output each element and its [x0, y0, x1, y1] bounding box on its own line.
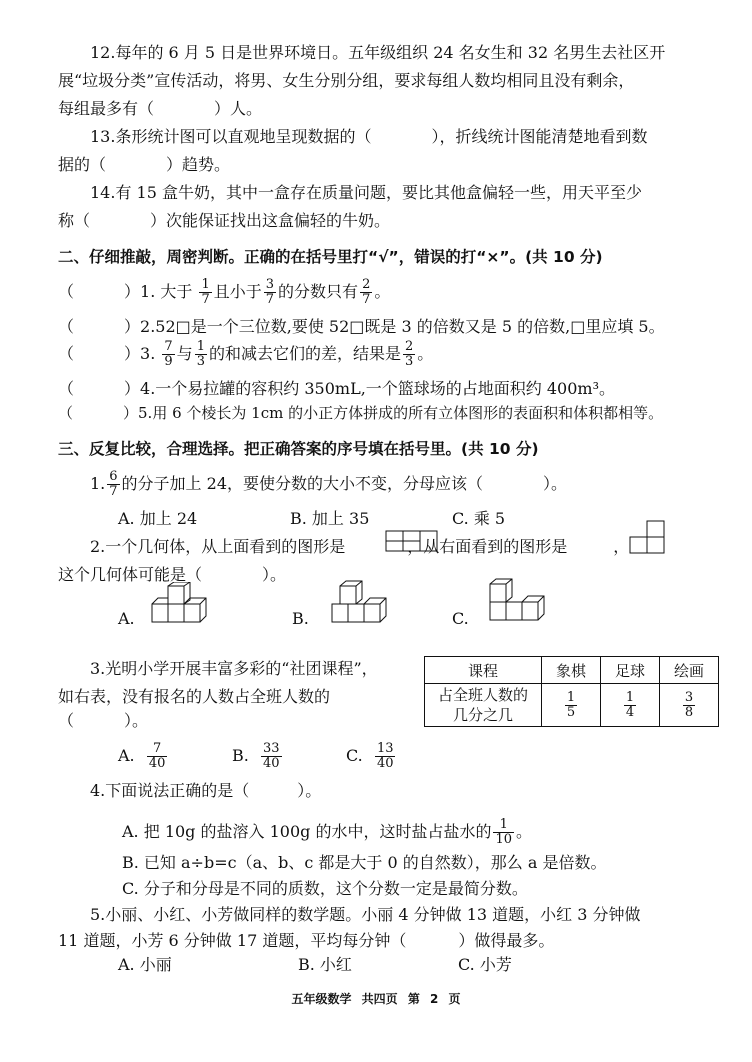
q2-b: ，从右面看到的图形是: [407, 537, 568, 556]
q1-tail: ）。: [543, 474, 568, 493]
q1-option-b[interactable]: B. 加上 35: [290, 509, 370, 528]
q14-line2b: ）次能保证找出这盒偏轻的牛奶。: [150, 211, 391, 230]
judge-prefix: ）3.: [124, 344, 156, 363]
table-header-cell: 象棋: [542, 657, 601, 684]
q1-stem: 的分子加上 24，要使分数的大小不变，分母应该（: [121, 474, 483, 493]
q3-line3b: ）。: [124, 711, 149, 730]
choice-q1: [90, 470, 567, 499]
judge-text: ）2.52□是一个三位数,要使 52□既是 3 的倍数又是 5 的倍数,□里应填 5。: [124, 317, 665, 336]
q3-line3: [58, 710, 148, 732]
fraction: $\frac{2}{7}$: [362, 277, 371, 307]
judge-mid2: 的分数只有: [278, 282, 359, 301]
open-paren: （: [58, 317, 75, 336]
q1-num: 1.: [90, 474, 106, 493]
q5-line2: 11 道题，小芳 6 分钟做 17 道题，平均每分钟（ ）做得最多。: [58, 931, 555, 950]
q4-option-a[interactable]: A. 把 10g 的盐溶入 100g 的水中，这时盐占盐水的 $\frac{1}{10}$ 。: [122, 817, 533, 847]
judge-item-3: [58, 340, 433, 369]
q2-option-c[interactable]: C.: [452, 609, 469, 628]
table-row: [425, 657, 719, 684]
table-header-cell: 课程: [425, 657, 542, 684]
table-cell: $\frac{3}{8}$: [660, 684, 719, 727]
club-table: [424, 656, 719, 727]
q13-line2a: 据的（: [58, 155, 107, 174]
q2-option-a[interactable]: A.: [118, 609, 135, 628]
choice-q2-line1: [90, 536, 629, 558]
fraction: $\frac{1}{3}$: [196, 339, 205, 369]
judge-tail: 。: [417, 344, 434, 363]
q13-line1b: ），折线统计图能清楚地看到数: [431, 127, 648, 146]
judge-tail: 。: [374, 282, 391, 301]
judge-prefix: ）1. 大于: [124, 282, 193, 301]
q14-line1: 14.有 15 盒牛奶，其中一盒存在质量问题，要比其他盒偏轻一些，用天平至少: [90, 183, 642, 202]
judge-item-2: [58, 316, 665, 338]
open-paren: （: [58, 404, 74, 422]
q2-c: ，: [613, 537, 630, 556]
table-header-cell: 足球: [601, 657, 660, 684]
top-view-figure: [385, 530, 439, 552]
table-cell: $\frac{1}{5}$: [542, 684, 601, 727]
q2-option-b[interactable]: B.: [292, 609, 309, 628]
q3-option-c[interactable]: C. $\frac{13}{40}$: [346, 741, 394, 771]
judge-item-5: [58, 402, 663, 424]
page-footer: 五年级数学 共四页 第 2 页: [291, 992, 461, 1006]
fraction: $\frac{3}{7}$: [265, 277, 275, 307]
table-row: [425, 684, 719, 727]
q5-line1: 5.小丽、小红、小芳做同样的数学题。小丽 4 分钟做 13 道题，小红 3 分钟做: [90, 905, 641, 924]
fraction: $\frac{2}{3}$: [404, 339, 414, 369]
judge-mid: 与: [176, 344, 193, 363]
q14-line2a: 称（: [58, 211, 91, 230]
q13-line2b: ）趋势。: [166, 155, 231, 174]
q4-option-c[interactable]: C. 分子和分母是不同的质数，这个分数一定是最简分数。: [122, 879, 528, 898]
option-c-cubes-figure: [488, 578, 548, 624]
option-a-cubes-figure: [150, 582, 216, 626]
fraction: $\frac{7}{9}$: [164, 339, 173, 369]
judge-mid2: 的和减去它们的差，结果是: [208, 344, 401, 363]
q13-line1a: 13.条形统计图可以直观地呈现数据的（: [90, 127, 372, 146]
table-header-cell: 绘画: [660, 657, 719, 684]
table-row-label: 占全班人数的 几分之几: [425, 684, 542, 727]
q3-option-a[interactable]: A. $\frac{7}{40}$: [118, 741, 166, 771]
q12-line3a: 每组最多有（: [58, 99, 155, 118]
fraction: $\frac{6}{7}$: [109, 469, 118, 499]
open-paren: （: [58, 379, 75, 398]
q3-line1: 3.光明小学开展丰富多彩的“社团课程”，: [90, 659, 378, 678]
judge-item-4: [58, 378, 615, 400]
option-b-cubes-figure: [330, 580, 396, 626]
q13-line2: [58, 154, 230, 176]
q4-option-b[interactable]: B. 已知 a÷b=c（a、b、c 都是大于 0 的自然数），那么 a 是倍数。: [122, 853, 607, 872]
q12-line3b: ）人。: [214, 99, 263, 118]
q14-line2: [58, 210, 390, 232]
q12-line3: [58, 98, 262, 120]
table-cell: $\frac{1}{4}$: [601, 684, 660, 727]
q2-line2a: 这个几何体可能是（: [58, 565, 203, 584]
q12-line2: 展“垃圾分类”宣传活动，将男、女生分别分组，要求每组人数均相同且没有剩余，: [58, 71, 635, 90]
q1-option-c[interactable]: C. 乘 5: [452, 509, 506, 528]
section2-title: 二、仔细推敲，周密判断。正确的在括号里打“√”，错误的打“×”。(共 10 分): [58, 248, 603, 266]
q4-stem: 4.下面说法正确的是（ ）。: [90, 781, 322, 800]
section3-title: 三、反复比较，合理选择。把正确答案的序号填在括号里。(共 10 分): [58, 440, 539, 458]
open-paren: （: [58, 282, 75, 301]
q3-line3a: （: [58, 711, 75, 730]
q2-line2b: ）。: [262, 565, 287, 584]
q5-option-a[interactable]: A. 小丽: [118, 955, 172, 974]
q5-option-b[interactable]: B. 小红: [298, 955, 352, 974]
q2-a: 2.一个几何体，从上面看到的图形是: [90, 537, 346, 556]
judge-mid: 且小于: [213, 282, 262, 301]
q3-line2: 如右表，没有报名的人数占全班人数的: [58, 687, 331, 706]
q5-option-c[interactable]: C. 小芳: [458, 955, 512, 974]
q13-line1: [90, 126, 647, 148]
q1-option-a[interactable]: A. 加上 24: [118, 509, 198, 528]
judge-text: ）5.用 6 个棱长为 1cm 的小正方体拼成的所有立体图形的表面积和体积都相等。: [123, 404, 664, 422]
q12-line1: 12.每年的 6 月 5 日是世界环境日。五年级组织 24 名女生和 32 名男生去社区开: [90, 43, 666, 62]
fraction: $\frac{1}{7}$: [201, 277, 210, 307]
judge-item-1: [58, 278, 390, 307]
judge-text: ）4.一个易拉罐的容积约 350mL,一个篮球场的占地面积约 400m³。: [124, 379, 616, 398]
right-view-figure: [628, 520, 668, 554]
q3-option-b[interactable]: B. $\frac{33}{40}$: [232, 741, 280, 771]
open-paren: （: [58, 344, 75, 363]
